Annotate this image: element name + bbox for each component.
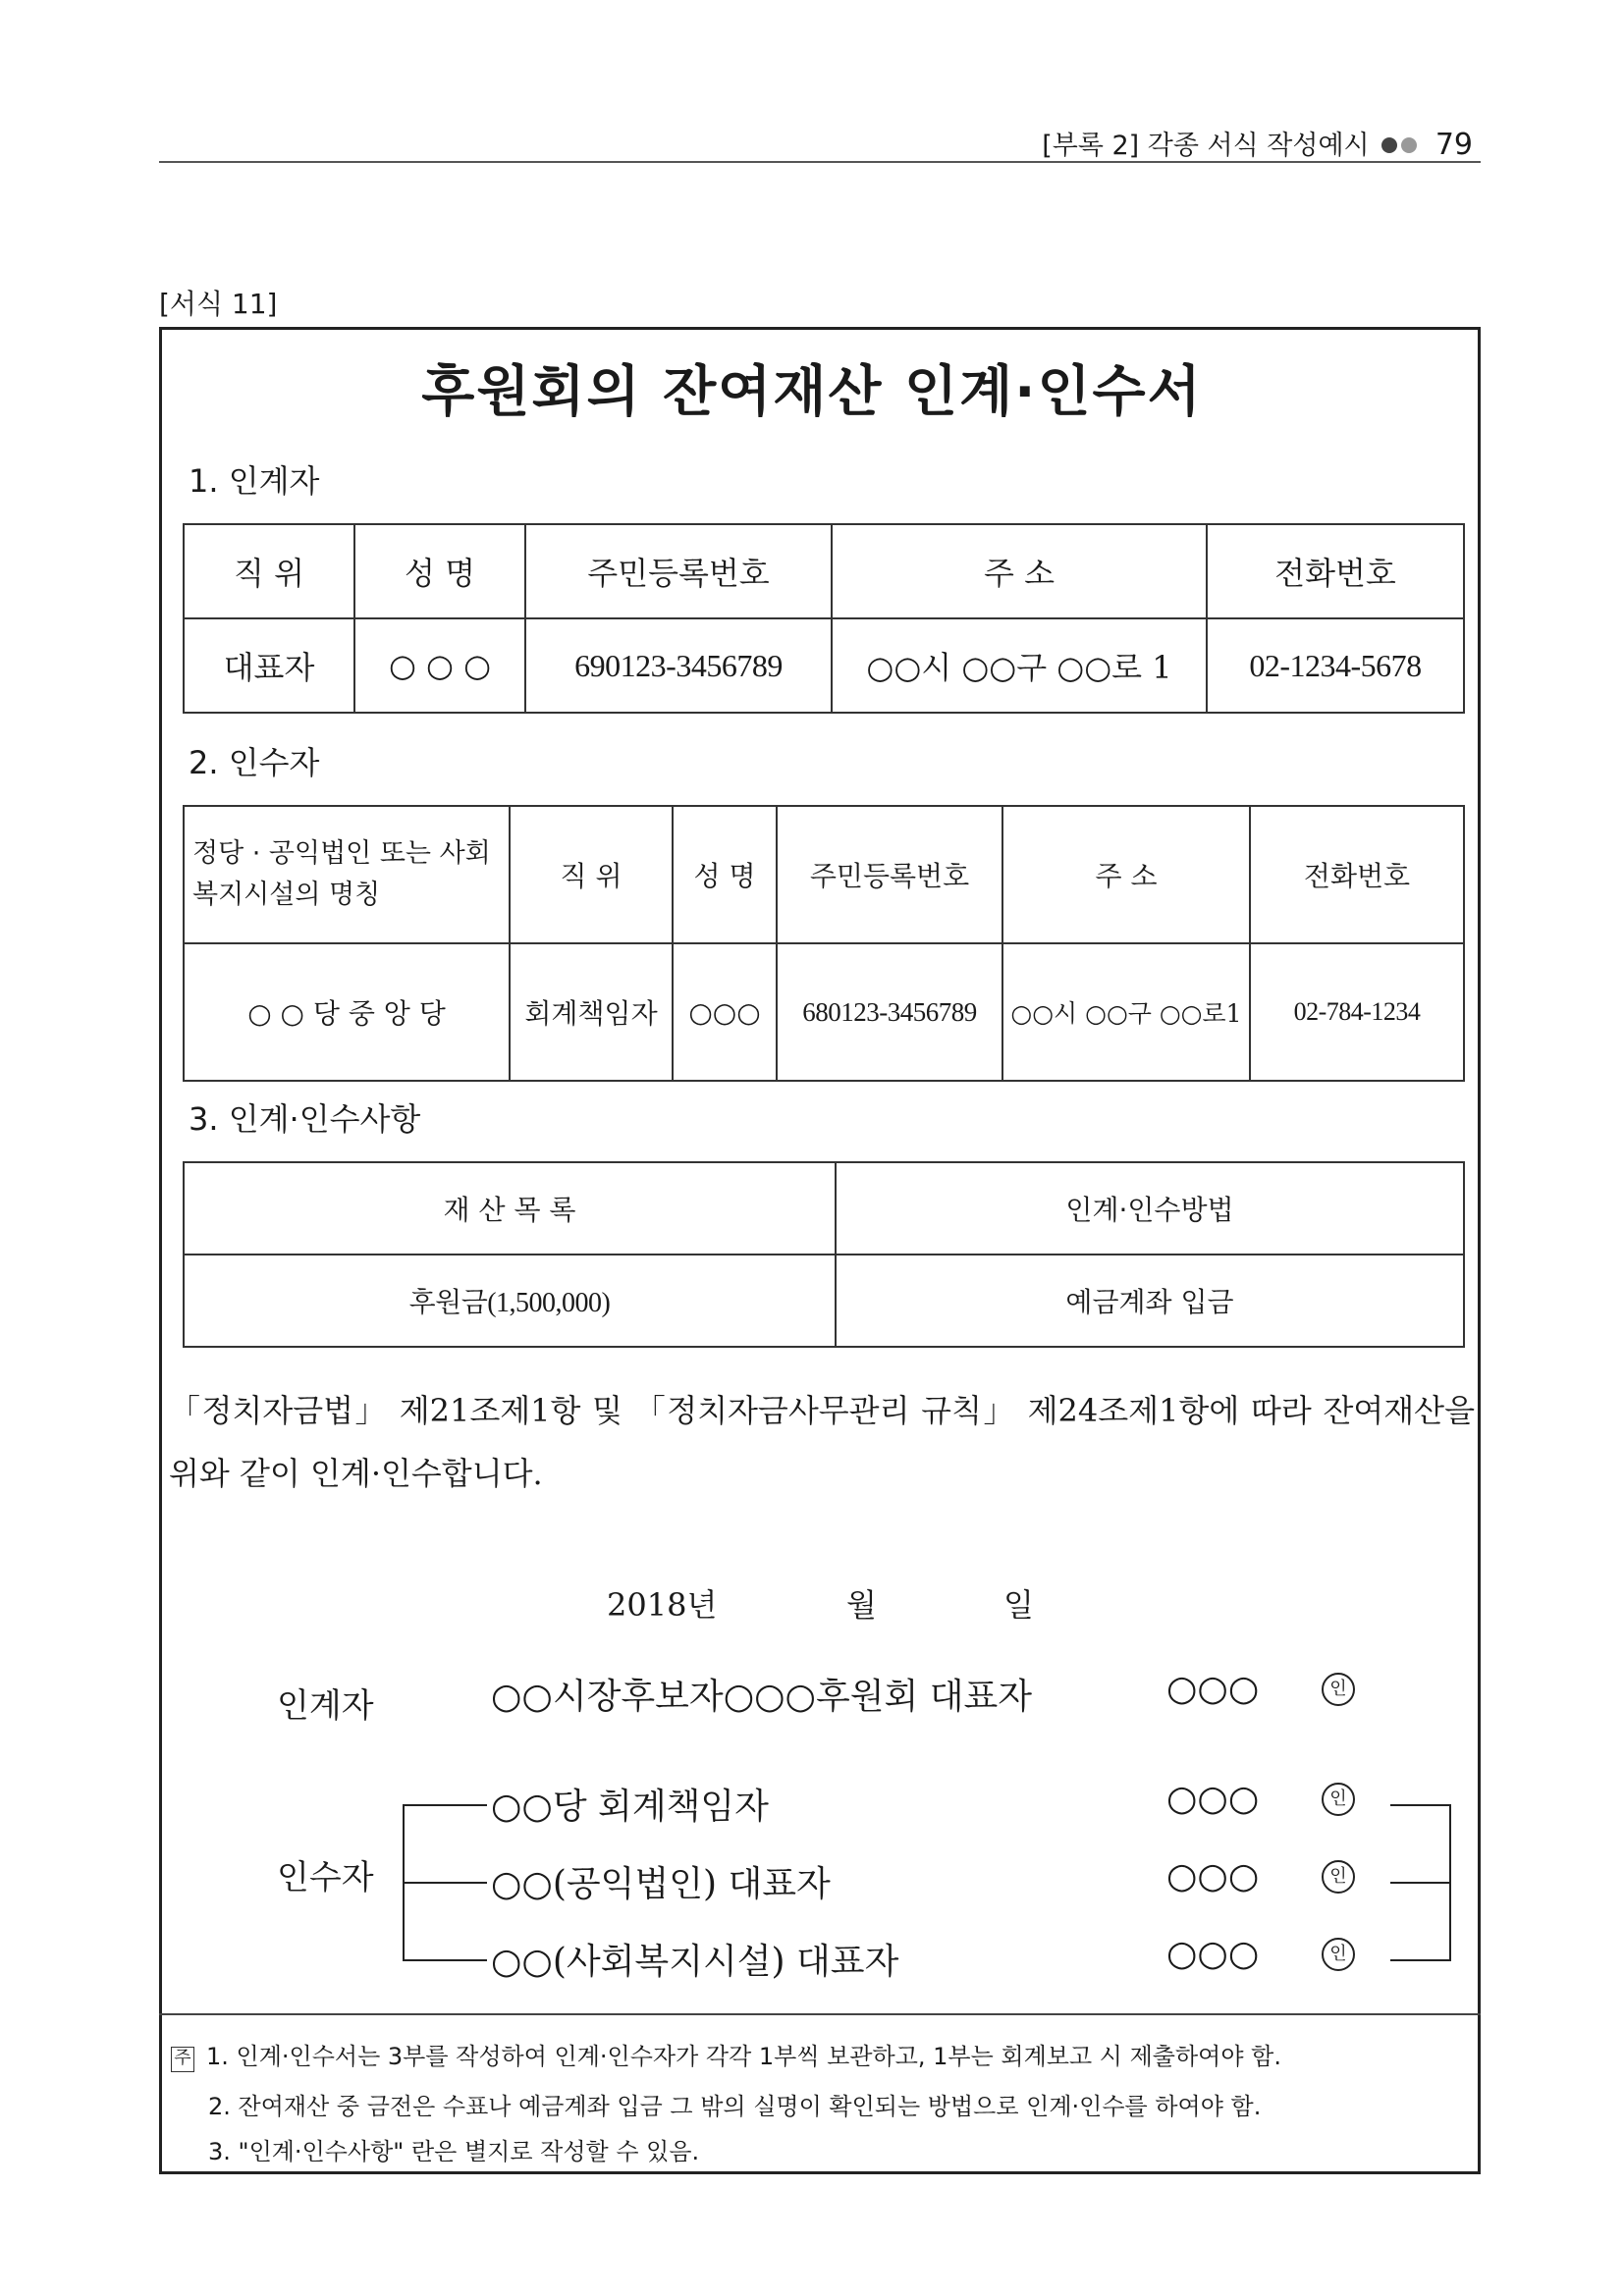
seal-icon: 인 (1322, 1783, 1355, 1816)
section1-heading: 1. 인계자 (189, 462, 320, 500)
bracket-line (1390, 1882, 1451, 1884)
form-label: [서식 11] (159, 288, 278, 320)
section2-heading: 2. 인수자 (189, 744, 320, 781)
header-title: [부록 2] 각종 서식 작성예시 (1042, 131, 1370, 161)
bracket-line (403, 1882, 487, 1884)
header-cell: 주민등록번호 (777, 806, 1002, 943)
table-cell: 후원금(1,500,000) (184, 1255, 836, 1347)
bracket-line (403, 1959, 487, 1961)
header-cell: 주민등록번호 (525, 524, 832, 618)
bullet-dot-icon (1381, 137, 1397, 153)
table-row (184, 943, 1464, 1081)
table-header-row (184, 524, 1464, 618)
date-day: 일 (1003, 1586, 1034, 1624)
bracket-line (1390, 1804, 1451, 1806)
bullet-dot-light-icon (1401, 137, 1417, 153)
receiver-name-2: ○○○ (1166, 1856, 1260, 1896)
page-header (159, 124, 1481, 163)
header-cell: 성 명 (354, 524, 525, 618)
table-cell: ○ ○ 당 중 앙 당 (184, 943, 510, 1081)
transfer-table (183, 1161, 1465, 1348)
header-cell: 주 소 (1002, 806, 1250, 943)
header-cell: 직 위 (510, 806, 673, 943)
header-cell: 재 산 목 록 (184, 1162, 836, 1255)
date-month: 월 (846, 1586, 877, 1624)
giver-org: ○○시장후보자○○○후원회 대표자 (491, 1677, 1033, 1717)
receiver-name-1: ○○○ (1166, 1779, 1260, 1819)
table-header-row (184, 806, 1464, 943)
bracket-line (1449, 1804, 1451, 1961)
bracket-line (1390, 1959, 1451, 1961)
header-cell: 인계·인수방법 (836, 1162, 1464, 1255)
statement-text: 「정치자금법」 제21조제1항 및 「정치자금사무관리 규칙」 제24조제1항에 따라 잔여재산을 위와 같이 인계·인수합니다. (169, 1392, 1475, 1492)
table-row (184, 618, 1464, 713)
header-cell: 전화번호 (1250, 806, 1464, 943)
note-1 (171, 2037, 1281, 2072)
receiver-org-2: ○○(공익법인) 대표자 (491, 1864, 831, 1904)
giver-table (183, 523, 1465, 714)
giver-name: ○○○ (1166, 1669, 1260, 1709)
receiver-table (183, 805, 1465, 1082)
header-text-wrap (1042, 124, 1473, 162)
receiver-label: 인수자 (277, 1858, 374, 1897)
note-2: 2. 잔여재산 중 금전은 수표나 예금계좌 입금 그 밖의 실명이 확인되는 방법으로 인계·인수를 하여야 함. (208, 2093, 1262, 2120)
header-cell: 정당 · 공익법인 또는 사회복지시설의 명칭 (184, 806, 510, 943)
bracket-line (403, 1804, 487, 1806)
table-cell: 680123-3456789 (777, 943, 1002, 1081)
seal-icon: 인 (1322, 1860, 1355, 1894)
table-cell: ○○시 ○○구 ○○로 1 (832, 618, 1207, 713)
table-cell: 02-784-1234 (1250, 943, 1464, 1081)
receiver-name-3: ○○○ (1166, 1934, 1260, 1974)
header-cell: 주 소 (832, 524, 1207, 618)
seal-icon: 인 (1322, 1938, 1355, 1971)
table-row (184, 1255, 1464, 1347)
table-cell: 예금계좌 입금 (836, 1255, 1464, 1347)
table-cell: 02-1234-5678 (1207, 618, 1464, 713)
receiver-org-1: ○○당 회계책임자 (491, 1787, 769, 1827)
note-badge: 주 (171, 2047, 194, 2072)
receiver-org-3: ○○(사회복지시설) 대표자 (491, 1942, 899, 1982)
table-cell: 690123-3456789 (525, 618, 832, 713)
section3-heading: 3. 인계·인수사항 (189, 1100, 421, 1138)
page-number: 79 (1435, 128, 1473, 162)
table-cell: ○○○ (673, 943, 777, 1081)
note-text: 1. 인계·인수서는 3부를 작성하여 인계·인수자가 각각 1부씩 보관하고, 1부는 회계보고 시 제출하여야 함. (206, 2043, 1281, 2070)
table-cell: 회계책임자 (510, 943, 673, 1081)
header-cell: 성 명 (673, 806, 777, 943)
table-cell: ○○시 ○○구 ○○로1 (1002, 943, 1250, 1081)
note-3: 3. "인계·인수사항" 란은 별지로 작성할 수 있음. (208, 2138, 700, 2165)
header-cell: 전화번호 (1207, 524, 1464, 618)
table-cell: ○ ○ ○ (354, 618, 525, 713)
seal-icon: 인 (1322, 1673, 1355, 1706)
header-cell: 직 위 (184, 524, 354, 618)
document-title: 후원회의 잔여재산 인계·인수서 (421, 360, 1203, 424)
table-header-row (184, 1162, 1464, 1255)
giver-label: 인계자 (277, 1686, 374, 1726)
table-cell: 대표자 (184, 618, 354, 713)
date-year: 2018년 (607, 1586, 718, 1624)
notes-divider (159, 2013, 1481, 2015)
